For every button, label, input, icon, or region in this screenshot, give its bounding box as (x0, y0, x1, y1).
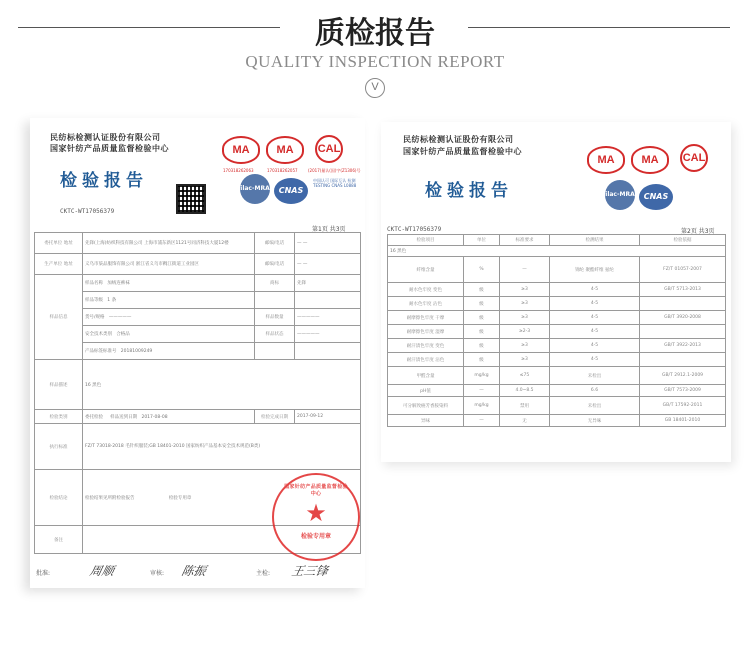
test-standard (640, 325, 726, 339)
conclusion-value: 检验结果见所附检验报告 (85, 495, 135, 501)
cma-stamp-icon: MA (266, 136, 304, 164)
inspection-type-cell (83, 410, 255, 424)
test-item: 耐摩擦色牢度 湿摩 (388, 325, 464, 339)
inspection-report-page-2 (381, 122, 731, 462)
table-row (35, 343, 361, 360)
client-extra-label: 邮编/电话 (255, 233, 295, 254)
test-standard: GB/T 3920-2008 (640, 311, 726, 325)
test-item: 耐水色牢度 变色 (388, 283, 464, 297)
org-center-name: 国家针纺产品质量监督检验中心 (403, 147, 522, 156)
table-row (388, 385, 726, 397)
table-row (388, 311, 726, 325)
producer-value: 义乌市柒品服饰有限公司 浙江省义乌市稠江街道工业园区 (83, 254, 255, 275)
test-standard: GB/T 17592-2011 (640, 397, 726, 415)
inspector-signature: 王三锋 (290, 564, 330, 578)
test-result: 锦纶 聚酯纤维 氨纶 (550, 257, 640, 283)
page-number: 第1页 共3页 (312, 226, 346, 233)
test-standard: FZ/T 01057-2007 (640, 257, 726, 283)
test-standard (640, 297, 726, 311)
conclusion-label: 检验结论 (35, 470, 83, 526)
column-header: 标准要求 (500, 235, 550, 246)
seal-ring-text: 国家针纺产品质量监督检验中心 (284, 484, 348, 497)
test-result: 未检出 (550, 367, 640, 385)
sample-field-label: 样品等级 (85, 298, 103, 303)
test-result: 4-5 (550, 339, 640, 353)
client-extra-value: — — (295, 233, 361, 254)
test-item: pH值 (388, 385, 464, 397)
table-row (35, 360, 361, 410)
test-requirement: 4.0~8.5 (500, 385, 550, 397)
test-item: 耐水色牢度 沾色 (388, 297, 464, 311)
table-row (35, 233, 361, 254)
completed-date-label: 检验完成日期 (255, 410, 295, 424)
producer-extra-label: 邮编/电话 (255, 254, 295, 275)
test-item: 纤维含量 (388, 257, 464, 283)
sample-cell (83, 326, 255, 343)
cal-stamp-icon: CAL (680, 144, 708, 172)
test-unit: % (464, 257, 500, 283)
sample-field-label: 样品状态 (255, 326, 295, 343)
sample-field-label: 货号/规格 (85, 315, 105, 320)
inspection-seal-icon (272, 473, 360, 561)
page-number: 第2页 共3页 (681, 228, 715, 235)
standard-label: 执行标准 (35, 424, 83, 470)
qr-code-icon (176, 184, 206, 214)
test-requirement: ≥2-3 (500, 325, 550, 339)
client-value: 先锋(上海)纺织科技有限公司 上海市浦东新区1121号同济科技大厦12楼 (83, 233, 255, 254)
sample-cell (83, 343, 255, 360)
table-row (35, 309, 361, 326)
table-row (35, 292, 361, 309)
table-row (388, 397, 726, 415)
table-row (35, 275, 361, 292)
producer-label: 生产单位 地址 (35, 254, 83, 275)
sample-field-label: 样品名称 (85, 281, 103, 286)
seal-center-text: 检验专用章 (300, 533, 331, 540)
test-requirement: ≤75 (500, 367, 550, 385)
cma-stamp-icon: MA (631, 146, 669, 174)
test-item: 耐汗渍色牢度 变色 (388, 339, 464, 353)
table-row (35, 410, 361, 424)
test-result: 6.6 (550, 385, 640, 397)
sample-info-label: 样品信息 (35, 275, 83, 360)
test-unit: 级 (464, 297, 500, 311)
test-standard: GB/T 2912.1-2009 (640, 367, 726, 385)
test-unit: mg/kg (464, 367, 500, 385)
sample-field-value: ————— (108, 315, 132, 320)
test-standard (640, 353, 726, 367)
sample-field-label: 安全技术类别 (85, 332, 112, 337)
column-header: 单位 (464, 235, 500, 246)
table-row (388, 297, 726, 311)
table-row (388, 246, 726, 257)
test-result: 4-5 (550, 353, 640, 367)
cert-number: (2017)量认(国)字(Z1306)号 (308, 168, 361, 173)
test-results-table (387, 234, 726, 427)
inspector-label: 主检: (256, 570, 271, 577)
test-requirement: ≥3 (500, 339, 550, 353)
column-header: 检验依据 (640, 235, 726, 246)
table-row (388, 283, 726, 297)
sample-color-cell: 16 黑色 (388, 246, 726, 257)
test-unit: 级 (464, 311, 500, 325)
sample-field-label (255, 292, 295, 309)
sample-desc-value: 16 黑色 (83, 360, 361, 410)
test-result: 4-5 (550, 325, 640, 339)
test-unit: 级 (464, 353, 500, 367)
test-standard: GB/T 7573-2009 (640, 385, 726, 397)
table-row (35, 424, 361, 470)
cma-stamp-icon: MA (222, 136, 260, 164)
sample-field-value: 先锋 (295, 275, 361, 292)
inspection-type-value: 委托检验 (85, 414, 103, 420)
table-row (388, 353, 726, 367)
table-row (388, 257, 726, 283)
test-unit: 级 (464, 283, 500, 297)
reviewer-signature: 陈振 (180, 564, 208, 578)
sample-field-value (295, 292, 361, 309)
table-row (35, 326, 361, 343)
test-standard: GB/T 5713-2013 (640, 283, 726, 297)
standard-value: FZ/T 73018-2018 毛针织服装;GB 18401-2010 国家纺织产品基本安全技术规范(B类) (83, 424, 361, 470)
test-requirement: ≥3 (500, 297, 550, 311)
cnas-logo: CNAS (274, 178, 308, 204)
org-center-name: 国家针纺产品质量监督检验中心 (50, 144, 169, 153)
completed-date-value: 2017-09-12 (295, 410, 361, 424)
cal-stamp-icon: CAL (315, 135, 343, 163)
test-unit: 级 (464, 325, 500, 339)
sample-field-value: 1 条 (107, 298, 117, 303)
ilac-mra-logo: ilac-MRA (605, 180, 635, 210)
sample-field-label: 商标 (255, 275, 295, 292)
approver-label: 批准: (36, 570, 51, 577)
inspection-report-page-1 (30, 118, 365, 588)
table-header-row (388, 235, 726, 246)
test-unit: 级 (464, 339, 500, 353)
report-title: 检验报告 (60, 171, 148, 191)
org-name: 民纺标检测认证股份有限公司 (50, 133, 161, 142)
conclusion-note: 检验专用章 (168, 495, 192, 501)
sample-field-value: ————— (295, 326, 361, 343)
page-subtitle: QUALITY INSPECTION REPORT (245, 52, 505, 71)
sample-field-value (295, 343, 361, 360)
test-requirement: 禁用 (500, 397, 550, 415)
producer-extra-value: — — (295, 254, 361, 275)
sample-cell (83, 309, 255, 326)
sample-cell (83, 275, 255, 292)
v-badge-icon: V (365, 78, 385, 98)
test-result: 4-5 (550, 297, 640, 311)
report-title: 检验报告 (425, 181, 513, 201)
table-row (388, 415, 726, 427)
test-result: 4-5 (550, 283, 640, 297)
test-item: 异味 (388, 415, 464, 427)
sample-field-value: ————— (295, 309, 361, 326)
sample-field-label (255, 343, 295, 360)
sample-field-value: 加绒连裤袜 (107, 281, 130, 286)
table-row (35, 254, 361, 275)
sample-desc-label: 样品描述 (35, 360, 83, 410)
test-unit: mg/kg (464, 397, 500, 415)
inspection-type-label: 检验类别 (35, 410, 83, 424)
org-name: 民纺标检测认证股份有限公司 (403, 135, 514, 144)
received-date-label: 样品送到日期 (110, 414, 138, 420)
sample-field-label: 产品标签标准号 (85, 349, 117, 354)
received-date-value: 2017-08-08 (141, 414, 168, 420)
column-header: 检验项目 (388, 235, 464, 246)
page-title: 质检报告 (315, 16, 435, 51)
cert-number: 170318262057 (267, 168, 298, 173)
test-item: 可分解致癌芳香胺染料 (388, 397, 464, 415)
test-unit: — (464, 385, 500, 397)
table-row (388, 325, 726, 339)
sample-field-value: 20181009249 (120, 349, 153, 354)
cma-stamp-icon: MA (587, 146, 625, 174)
column-header: 检测结果 (550, 235, 640, 246)
approver-signature: 周顺 (88, 564, 116, 578)
ilac-mra-logo: ilac-MRA (240, 174, 270, 204)
star-icon: ★ (305, 499, 327, 527)
table-row (388, 367, 726, 385)
test-item: 甲醛含量 (388, 367, 464, 385)
table-row (388, 339, 726, 353)
test-unit: — (464, 415, 500, 427)
test-standard: GB 18401-2010 (640, 415, 726, 427)
test-item: 耐摩擦色牢度 干摩 (388, 311, 464, 325)
remarks-label: 备注 (35, 526, 83, 554)
sample-cell (83, 292, 255, 309)
test-requirement: — (500, 257, 550, 283)
sample-field-label: 样品数量 (255, 309, 295, 326)
sample-field-value: 合格品 (116, 332, 130, 337)
test-requirement: 无 (500, 415, 550, 427)
test-requirement: ≥3 (500, 311, 550, 325)
reviewer-label: 审核: (150, 570, 165, 577)
test-requirement: ≥3 (500, 283, 550, 297)
test-result: 无异味 (550, 415, 640, 427)
test-item: 耐汗渍色牢度 沾色 (388, 353, 464, 367)
report-number: CKTC-WT17056379 (60, 208, 115, 215)
cnas-caption: 中国认可 国际互认 检测 TESTING CNAS L0888 (313, 178, 357, 188)
cnas-logo: CNAS (639, 184, 673, 210)
client-label: 委托单位 地址 (35, 233, 83, 254)
test-result: 4-5 (550, 311, 640, 325)
report-number: CKTC-WT17056379 (387, 226, 442, 233)
test-result: 未检出 (550, 397, 640, 415)
test-standard: GB/T 3922-2013 (640, 339, 726, 353)
test-requirement: ≥3 (500, 353, 550, 367)
cert-number: 170318262063 (223, 168, 254, 173)
